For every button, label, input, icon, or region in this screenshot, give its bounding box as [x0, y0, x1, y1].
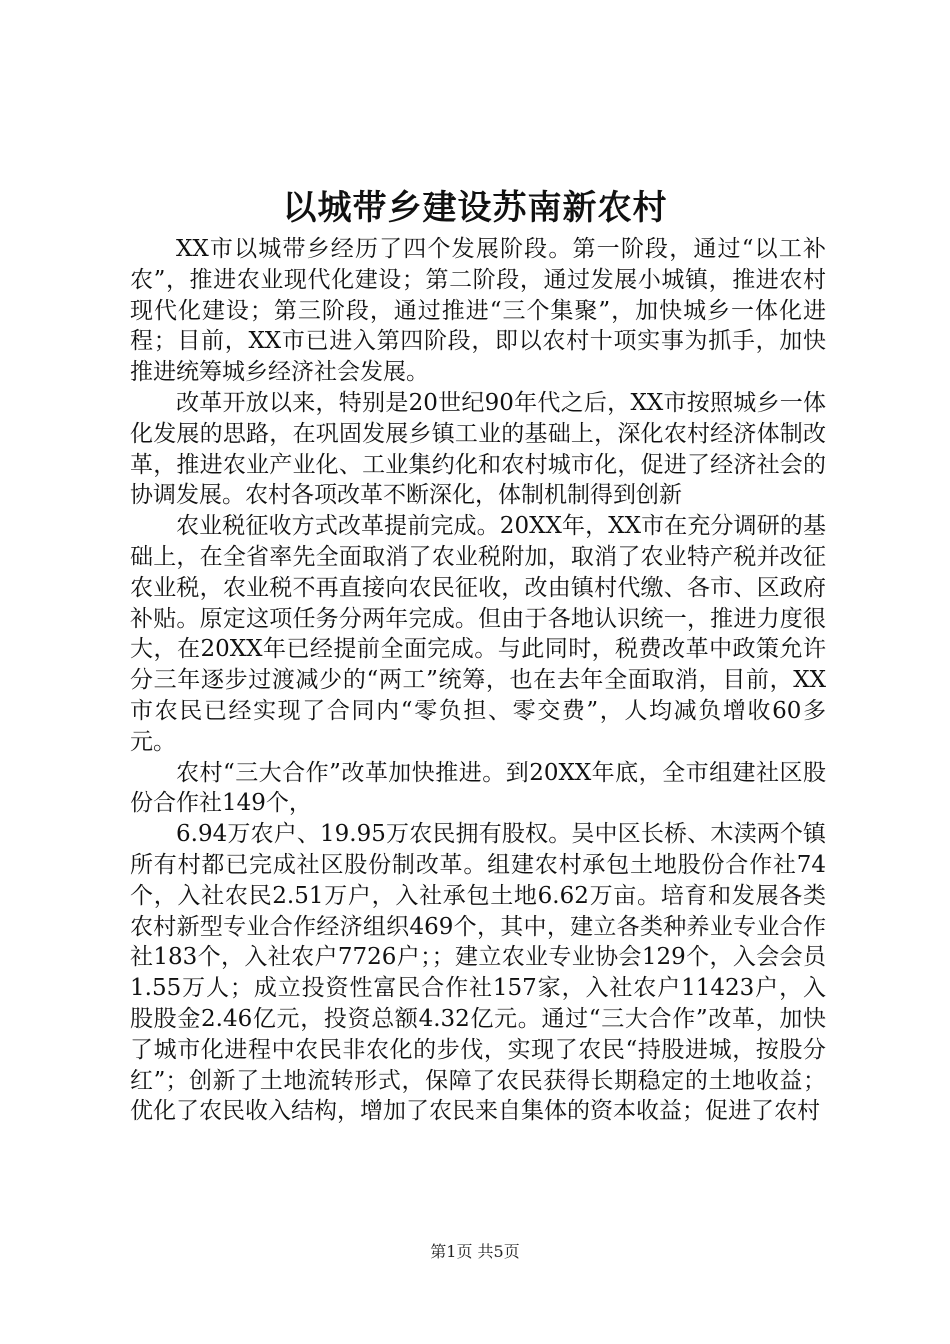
page-footer: 第1页 共5页 [430, 1242, 520, 1261]
document-body [130, 234, 826, 1127]
paragraph-3: 农业税征收方式改革提前完成。20XX年，XX市在充分调研的基础上，在全省率先全面取消了农业税附加，取消了农业特产税并改征农业税，农业税不再直接向农民征收，改由镇村代缴、各市、区政府补贴。原定这项任务分两年完成。但由于各地认识统一，推进力度很大，在20XX年已经提前全面完成。与此同时，税费改革中政策允许分三年逐步过渡减少的“两工”统筹，也在去年全面取消，目前，XX市农民已经实现了合同内“零负担、零交费”，人均减负增收60多元。 [130, 513, 826, 755]
paragraph-2: 改革开放以来，特别是20世纪90年代之后，XX市按照城乡一体化发展的思路，在巩固发展乡镇工业的基础上，深化农村经济体制改革，推进农业产业化、工业集约化和农村城市化，促进了经济社会的协调发展。农村各项改革不断深化，体制机制得到创新 [130, 389, 826, 509]
document-title: 以城带乡建设苏南新农村 [282, 188, 668, 228]
paragraph-4: 农村“三大合作”改革加快推进。到20XX年底，全市组建社区股份合作社149个， [130, 759, 826, 817]
paragraph-1: XX市以城带乡经历了四个发展阶段。第一阶段，通过“以工补农”，推进农业现代化建设；第二阶段，通过发展小城镇，推进农村现代化建设；第三阶段，通过推进“三个集聚”，加快城乡一体化进程；目前，XX市已进入第四阶段，即以农村十项实事为抓手，加快推进统筹城乡经济社会发展。 [130, 236, 826, 386]
paragraph-5: 6.94万农户、19.95万农民拥有股权。吴中区长桥、木渎两个镇所有村都已完成社区股份制改革。组建农村承包土地股份合作社74个，入社农民2.51万户，入社承包土地6.62万亩。培育和发展各类农村新型专业合作经济组织469个，其中，建立各类种养业专业合作社183个，入社农户7726户；；建立农业专业协会129个，入会会员1.55万人；成立投资性富民合作社157家，入社农户11423户，入股股金2.46亿元，投资总额4.32亿元。通过“三大合作”改革，加快了城市化进程中农民非农化的步伐，实现了农民“持股进城，按股分红”；创新了土地流转形式，保障了农民获得长期稳定的土地收益；优化了农民收入结构，增加了农民来自集体的资本收益；促进了农村 [130, 821, 826, 1125]
